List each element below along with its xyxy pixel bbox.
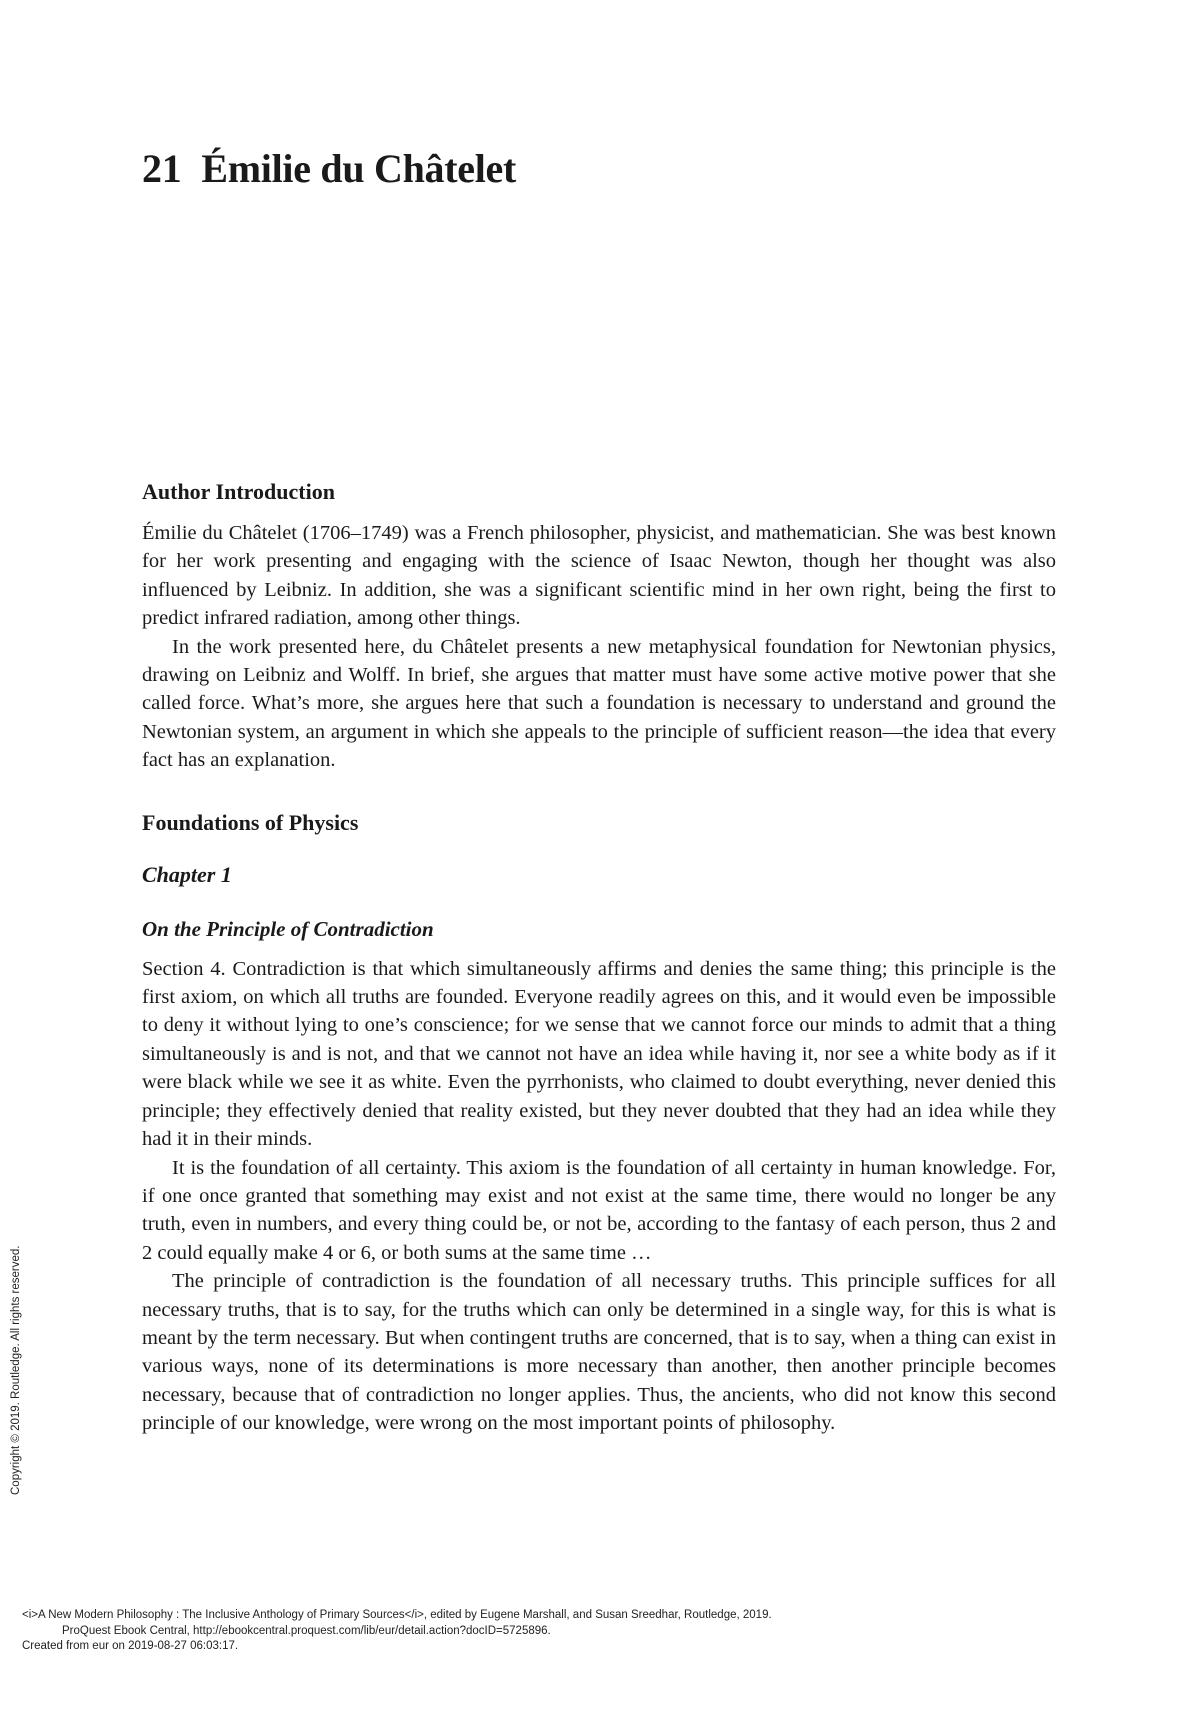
- main-content: [142, 478, 1056, 1438]
- chapter-title: [142, 145, 516, 192]
- body-paragraph-3: The principle of contradiction is the foundation of all necessary truths. This principle suffices for all necessary truths, that is to say, for the truths which can only be determined in a single way, for this is what is meant by the term necessary. But when contingent truths are concerned, that is to say, when a thing can exist in various ways, none of its determinations is more necessary than another, then another principle becomes necessary, because that of contradiction no longer applies. Thus, the ancients, who did not know this second principle of our knowledge, were wrong on the most important points of philosophy.: [142, 1270, 1056, 1435]
- copyright-sidebar: [10, 1195, 30, 1495]
- footer-citation-line: <i>A New Modern Philosophy : The Inclusive Anthology of Primary Sources</i>, edited by Eugene Marshall, and Susan Sreedhar, Routledge, 2019.: [22, 1609, 772, 1621]
- copyright-notice: Copyright © 2019. Routledge. All rights reserved.: [10, 1245, 22, 1495]
- body-paragraph-1: Section 4. Contradiction is that which simultaneously affirms and denies the same thing; this principle is the first axiom, on which all truths are founded. Everyone readily agrees on this, and it would even be impossible to deny it without lying to one’s conscience; for we sense that we cannot force our minds to admit that a thing simultaneously is and is not, and that we cannot not have an idea while having it, nor see a white body as if it were black while we see it as white. Even the pyrrhonists, who claimed to doubt everything, never denied this principle; they effectively denied that reality existed, but they never doubted that they had an idea while they had it in their minds.: [142, 957, 1056, 1151]
- footer-url-line: ProQuest Ebook Central, http://ebookcentral.proquest.com/lib/eur/detail.action?docID=5725896.: [62, 1624, 551, 1637]
- author-introduction-heading: Author Introduction: [142, 479, 335, 504]
- chapter-label: Chapter 1: [142, 861, 232, 887]
- body-paragraph-2: It is the foundation of all certainty. This axiom is the foundation of all certainty in human knowledge. For, if one once granted that something may exist and not exist at the same time, there would no longer be any truth, even in numbers, and every thing could be, or not be, according to the fantasy of each person, thus 2 and 2 could equally make 4 or 6, or both sums at the same time …: [142, 1156, 1056, 1264]
- chapter-title-text: Émilie du Châtelet: [201, 146, 516, 191]
- principle-subheading: On the Principle of Contradiction: [142, 916, 434, 941]
- footer-created-line: Created from eur on 2019-08-27 06:03:17.: [22, 1640, 239, 1652]
- citation-footer: [22, 1608, 772, 1655]
- chapter-number: 21: [142, 146, 182, 191]
- foundations-heading: Foundations of Physics: [142, 809, 359, 835]
- author-intro-paragraph-1: Émilie du Châtelet (1706–1749) was a French philosopher, physicist, and mathematician. She was best known for her work presenting and engaging with the science of Isaac Newton, though her thought was also influenced by Leibniz. In addition, she was a significant scientific mind in her own right, being the first to predict infrared radiation, among other things.: [142, 522, 1056, 630]
- author-intro-paragraph-2: In the work presented here, du Châtelet presents a new metaphysical foundation for Newtonian physics, drawing on Leibniz and Wolff. In brief, she argues that matter must have some active motive power that she called force. What’s more, she argues here that such a foundation is necessary to understand and ground the Newtonian system, an argument in which she appeals to the principle of sufficient reason—the idea that every fact has an explanation.: [142, 635, 1056, 772]
